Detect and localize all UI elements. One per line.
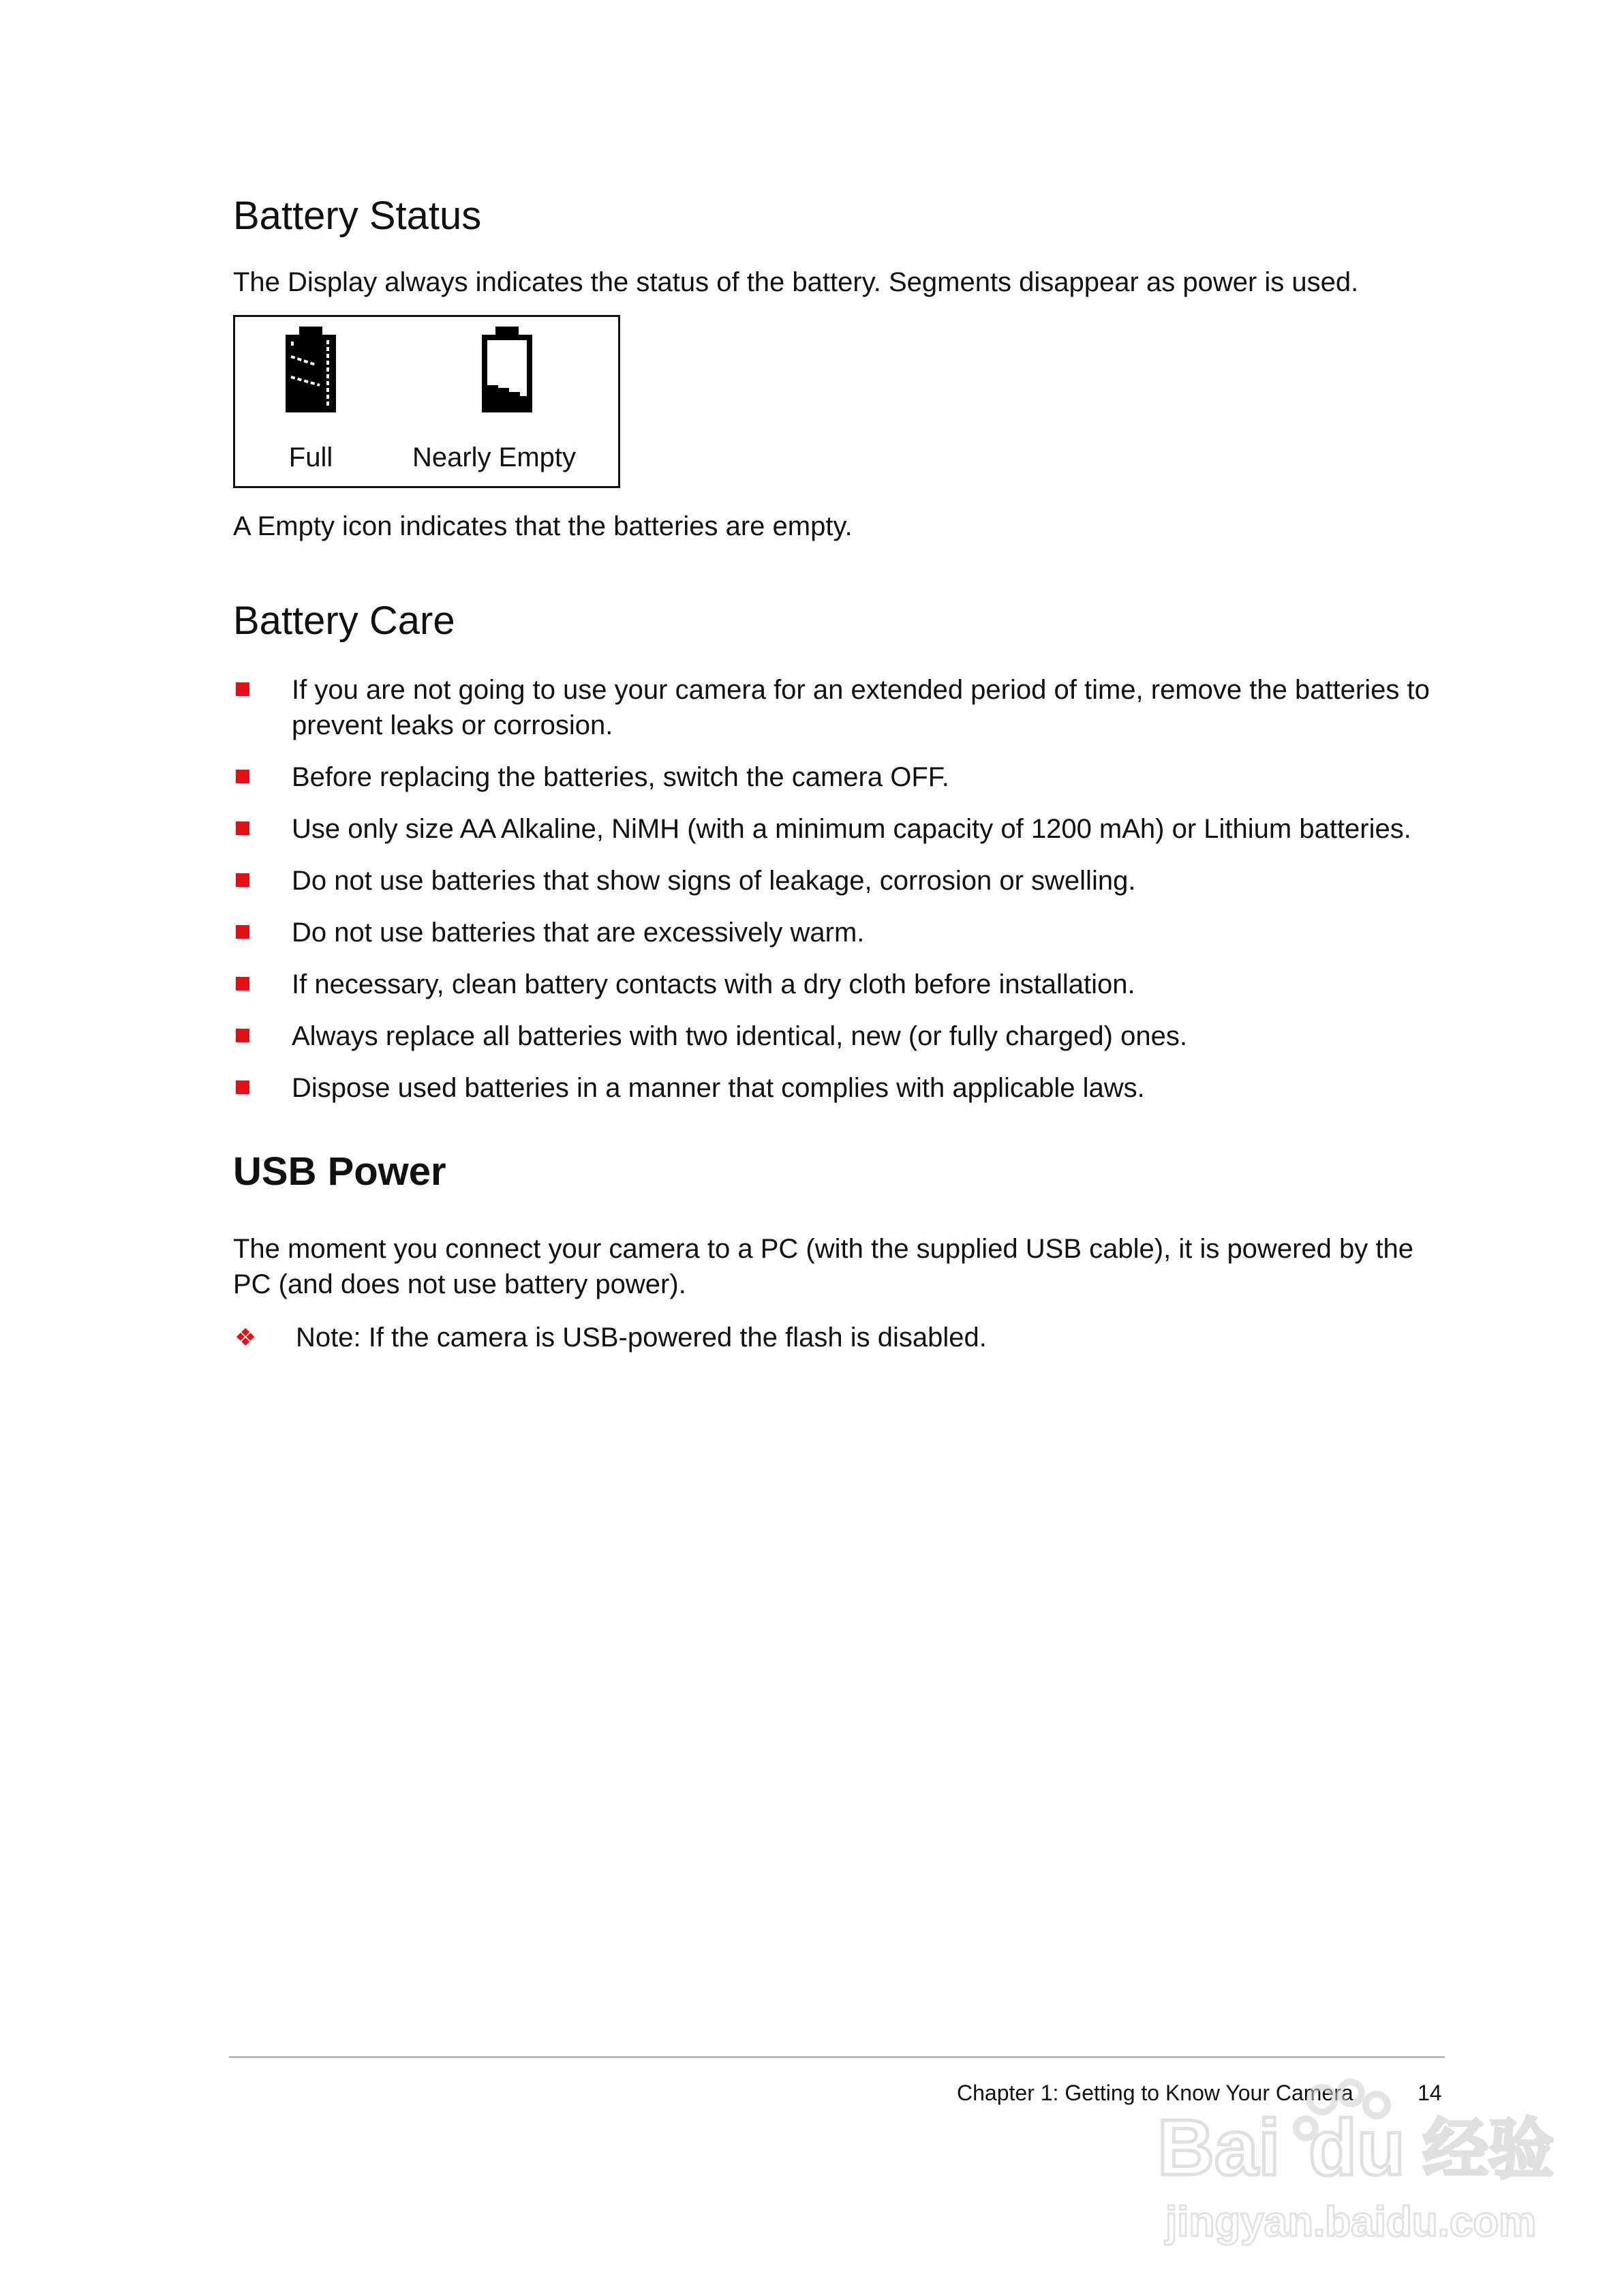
list-item <box>233 672 1446 743</box>
list-item <box>233 1018 1446 1054</box>
list-item-text: Do not use batteries that show signs of leakage, corrosion or swelling. <box>292 866 1136 896</box>
list-item <box>233 759 1446 795</box>
list-item <box>233 1070 1446 1106</box>
footer-chapter: Chapter 1: Getting to Know Your Camera <box>957 2081 1353 2105</box>
battery-full-label: Full <box>288 442 333 472</box>
list-item-text: If necessary, clean battery contacts with a dry cloth before installation. <box>292 969 1135 999</box>
square-bullet-icon <box>236 1029 249 1042</box>
list-item-text: Dispose used batteries in a manner that complies with applicable laws. <box>292 1073 1145 1103</box>
square-bullet-icon <box>236 821 249 835</box>
svg-text:经验: 经验 <box>1423 2111 1554 2188</box>
battery-status-heading: Battery Status <box>233 194 482 238</box>
svg-text:Bai: Bai <box>1157 2103 1281 2192</box>
list-item-text: Use only size AA Alkaline, NiMH (with a minimum capacity of 1200 mAh) or Lithium batteries. <box>292 814 1411 844</box>
usb-power-heading: USB Power <box>233 1149 446 1194</box>
battery-nearly-empty-icon <box>482 327 532 412</box>
battery-care-heading: Battery Care <box>233 599 455 643</box>
svg-text:du: du <box>1309 2103 1405 2192</box>
usb-power-body: The moment you connect your camera to a PC (with the supplied USB cable), it is powered by the PC (and does not use battery power). <box>233 1234 1413 1299</box>
battery-care-list <box>233 672 1446 1122</box>
battery-empty-note: A Empty icon indicates that the batteries are empty. <box>233 511 853 541</box>
list-item-text: Do not use batteries that are excessively warm. <box>292 918 865 948</box>
square-bullet-icon <box>236 925 249 939</box>
diamond-bullet-icon: ❖ <box>234 1323 257 1351</box>
list-item <box>233 863 1446 898</box>
svg-text:jingyan.baidu.com: jingyan.baidu.com <box>1165 2199 1537 2246</box>
battery-full-icon <box>286 327 336 412</box>
usb-note <box>233 1320 987 1355</box>
page-number: 14 <box>1418 2081 1442 2105</box>
list-item-text: Always replace all batteries with two identical, new (or fully charged) ones. <box>292 1021 1187 1051</box>
baidu-watermark-logo <box>1152 2072 1554 2250</box>
square-bullet-icon <box>236 1081 249 1094</box>
footer-divider <box>229 2056 1445 2058</box>
square-bullet-icon <box>236 770 249 783</box>
list-item <box>233 915 1446 950</box>
square-bullet-icon <box>236 873 249 887</box>
list-item <box>233 811 1446 847</box>
usb-note-text: Note: If the camera is USB-powered the flash is disabled. <box>296 1323 987 1353</box>
square-bullet-icon <box>236 682 249 696</box>
battery-status-intro: The Display always indicates the status of the battery. Segments disappear as power is used. <box>233 267 1359 297</box>
list-item-text: If you are not going to use your camera for an extended period of time, remove the batteries to prevent leaks or corrosion. <box>292 675 1430 740</box>
battery-nearly-empty-label: Nearly Empty <box>412 442 577 472</box>
battery-status-figure <box>233 315 620 488</box>
square-bullet-icon <box>236 977 249 991</box>
list-item-text: Before replacing the batteries, switch the camera OFF. <box>292 762 949 792</box>
list-item <box>233 967 1446 1002</box>
